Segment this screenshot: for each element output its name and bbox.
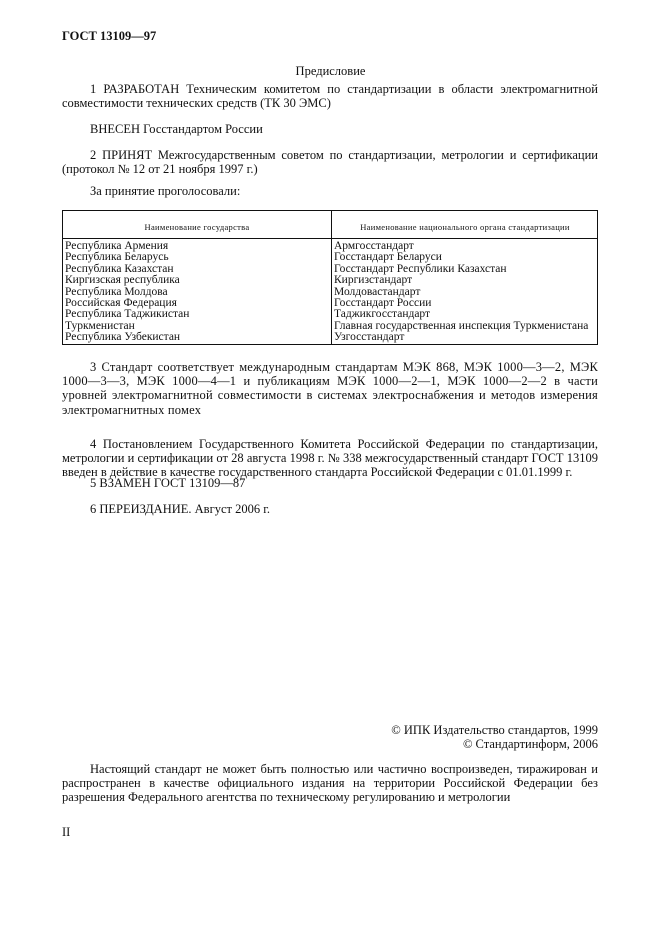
table-cell-state: Республика Казахстан <box>65 262 174 275</box>
voting-table <box>62 210 598 345</box>
table-divider-horizontal <box>63 238 597 239</box>
table-cell-state: Республика Молдова <box>65 285 168 298</box>
reproduction-notice: Настоящий стандарт не может быть полностью или частично воспроизведен, тиражирован и распространен в качестве официального издания на территории Российской Федерации без разрешения Федерального агентства по техническому регулированию и метрологии <box>62 762 598 805</box>
table-cell-body: Главная государственная инспекция Туркменистана <box>334 319 589 332</box>
table-cell-body: Молдовастандарт <box>334 285 421 298</box>
paragraph-voted: За принятие проголосовали: <box>90 184 241 198</box>
table-header-state: Наименование государства <box>144 222 250 232</box>
table-cell-state: Республика Таджикистан <box>65 308 190 321</box>
paragraph-developed: 1 РАЗРАБОТАН Техническим комитетом по стандартизации в области электромагнитной совместимости технических средств (ТК 30 ЭМС) <box>62 82 598 111</box>
table-cell-body: Госстандарт Беларуси <box>334 251 442 264</box>
table-cell-state: Республика Беларусь <box>65 251 169 264</box>
table-cell-state: Республика Армения <box>65 240 169 252</box>
table-cell-state: Киргизская республика <box>65 274 180 287</box>
paragraph-introduced: ВНЕСЕН Госстандартом России <box>90 122 263 136</box>
table-cell-body: Узгосстандарт <box>334 331 405 344</box>
table-header-body: Наименование национального органа стандартизации <box>360 222 570 232</box>
table-cell-body: Госстандарт России <box>334 297 432 310</box>
page-number: II <box>62 825 71 839</box>
section-title: Предисловие <box>295 64 366 78</box>
table-column-bodies <box>334 241 596 344</box>
table-cell-body: Таджикгосстандарт <box>334 308 431 321</box>
paragraph-reissue: 6 ПЕРЕИЗДАНИЕ. Август 2006 г. <box>90 502 271 516</box>
paragraph-conformity: 3 Стандарт соответствует международным стандартам МЭК 868, МЭК 1000—3—2, МЭК 1000—3—3, МЭК 1000—4—1 и публикациям МЭК 1000—2—1, МЭК 1000—2—2 в части уровней электромагнитной совместимости в системах электроснабжения и методов измерения электромагнитных помех <box>62 360 598 417</box>
copyright-standartinform: © Стандартинформ, 2006 <box>462 737 598 751</box>
table-cell-body: Киргизстандарт <box>334 274 413 287</box>
table-cell-body: Госстандарт Республики Казахстан <box>334 262 507 275</box>
table-cell-body: Армгосстандарт <box>334 240 414 252</box>
table-cell-state: Республика Узбекистан <box>65 331 181 344</box>
paragraph-adopted: 2 ПРИНЯТ Межгосударственным советом по стандартизации, метрологии и сертификации (протокол № 12 от 21 ноября 1997 г.) <box>62 148 598 177</box>
table-column-states <box>65 241 329 344</box>
document-code: ГОСТ 13109—97 <box>62 29 157 43</box>
table-cell-state: Туркменистан <box>65 319 135 332</box>
paragraph-resolution: 4 Постановлением Государственного Комитета Российской Федерации по стандартизации, метрологии и сертификации от 28 августа 1998 г. № 338 межгосударственный стандарт ГОСТ 13109 введен в действие в качестве государственного стандарта Российской Федерации с 01.01.1999 г. <box>62 437 598 480</box>
table-cell-state: Российская Федерация <box>65 297 177 310</box>
paragraph-replaces: 5 ВЗАМЕН ГОСТ 13109—87 <box>90 476 246 490</box>
copyright-publisher: © ИПК Издательство стандартов, 1999 <box>391 723 598 737</box>
